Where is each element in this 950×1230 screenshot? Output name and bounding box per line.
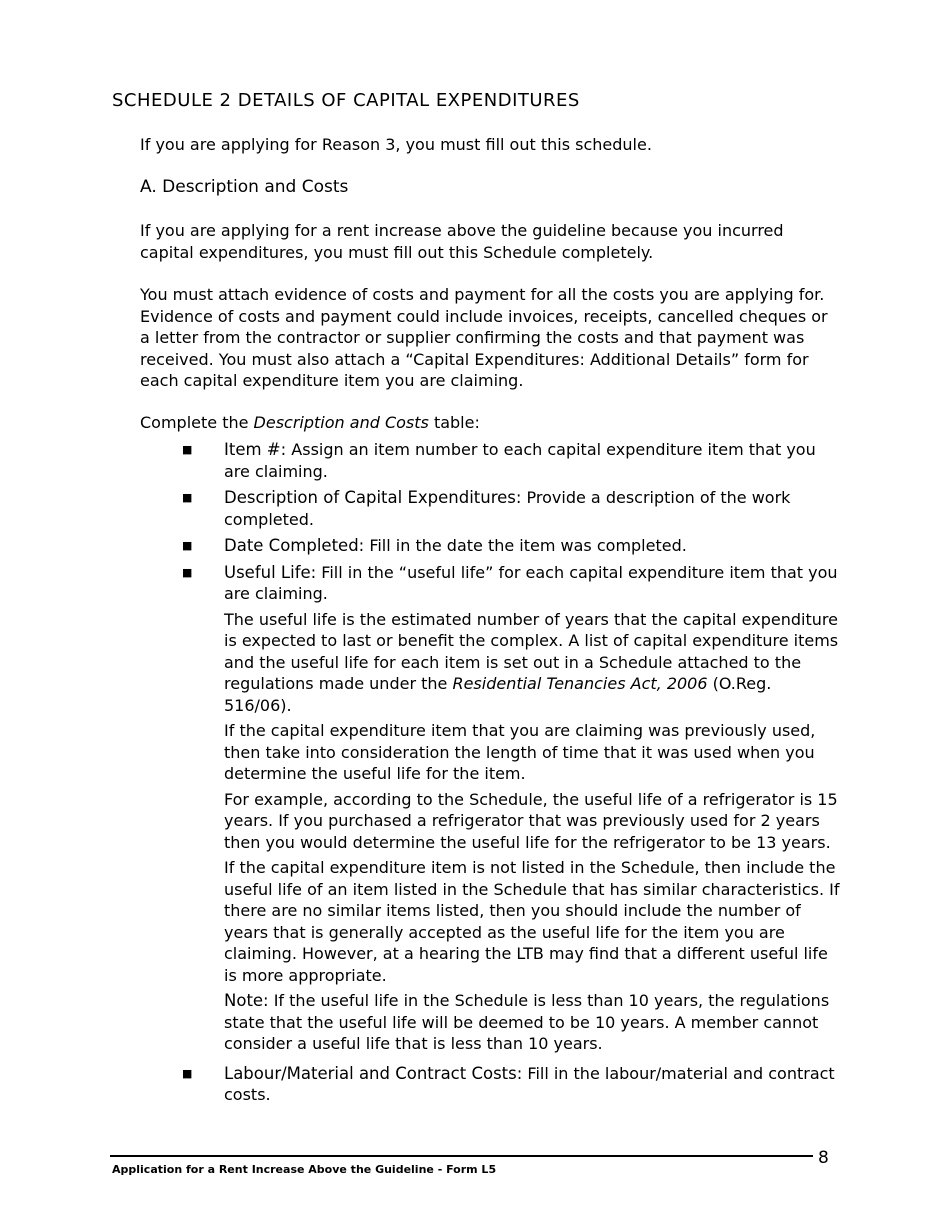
description-text: Provide a description of the work completed. (224, 488, 791, 529)
bullet-square-icon: ■ (182, 539, 193, 552)
paragraph-1: If you are applying for a rent increase above the guideline because you incurred capital expenditures, you must fill out this Schedule completely. (140, 221, 784, 262)
bullet-square-icon: ■ (182, 1066, 193, 1080)
list-item-useful-life (182, 562, 842, 1055)
complete-italic: Description and Costs (253, 413, 429, 432)
page-number: 8 (818, 1148, 829, 1168)
complete-prefix: Complete the (140, 413, 254, 432)
useful-life-label: Useful Life: (224, 562, 317, 582)
item-label: Item #: (224, 440, 287, 459)
useful-life-note (224, 990, 842, 1055)
act-name: Residential Tenancies Act, 2006 (452, 674, 708, 693)
useful-life-paragraph-3: For example, according to the Schedule, the useful life of a refrigerator is 15 years. If you purchased a refrigerator that was previously used for 2 years then you would determine the useful life for the refrigerator to be 13 years. (224, 789, 838, 852)
note-label: Note: (224, 991, 269, 1010)
bullet-square-icon: ■ (182, 565, 193, 579)
useful-life-text: Fill in the “useful life” for each capital expenditure item that you are claiming. (224, 562, 838, 603)
item-text: Assign an item number to each capital expenditure item that you are claiming. (224, 440, 816, 481)
footer-divider (110, 1155, 813, 1157)
complete-instruction (140, 412, 830, 434)
section-heading: A. Description and Costs (140, 177, 349, 197)
bullet-square-icon: ■ (182, 491, 193, 504)
list-item-item-number (182, 439, 842, 482)
schedule-title: SCHEDULE 2 DETAILS OF CAPITAL EXPENDITURES (112, 90, 580, 111)
useful-life-paragraph-2: If the capital expenditure item that you are claiming was previously used, then take into consideration the length of time that it was used when you determine the useful life for the item. (224, 721, 816, 783)
complete-suffix: table: (428, 413, 480, 432)
useful-life-p1-regulation: (O.Reg. 516/06). (224, 674, 772, 715)
footer-form-title: Application for a Rent Increase Above the Guideline - Form L5 (112, 1163, 497, 1176)
labour-text: Fill in the labour/material and contract costs. (224, 1063, 835, 1104)
list-item-date-completed (182, 535, 842, 557)
date-label: Date Completed: (224, 536, 365, 555)
note-text: If the useful life in the Schedule is less than 10 years, the regulations state that the useful life will be deemed to be 10 years. A member cannot consider a useful life that is less than 10 years. (224, 991, 830, 1053)
instruction-list (182, 439, 842, 1111)
useful-life-paragraph-4: If the capital expenditure item is not listed in the Schedule, then include the useful life of an item listed in the Schedule that has similar characteristics. If there are no similar items listed, then you should include the number of years that is generally accepted as the useful life for the item you are claiming. However, at a hearing the LTB may find that a different useful life is more appropriate. (224, 858, 840, 985)
description-label: Description of Capital Expenditures: (224, 488, 522, 507)
list-item-description (182, 487, 842, 530)
list-item-labour-costs (182, 1063, 842, 1106)
useful-life-p1-text: The useful life is the estimated number of years that the capital expenditure is expected to last or benefit the complex. A list of capital expenditure items and the useful life for each item is set out in a Schedule attached to the regulations made under the (224, 609, 839, 693)
useful-life-paragraph-1 (224, 609, 842, 717)
date-text: Fill in the date the item was completed. (364, 536, 687, 555)
labour-label: Labour/Material and Contract Costs: (224, 1063, 523, 1083)
bullet-square-icon: ■ (182, 443, 193, 456)
intro-text: If you are applying for Reason 3, you must fill out this schedule. (140, 135, 652, 154)
paragraph-2: You must attach evidence of costs and payment for all the costs you are applying for. Evidence of costs and payment could include invoices, receipts, cancelled cheques or a letter from the contractor or supplier confirming the costs and that payment was received. You must also attach a “Capital Expenditures: Additional Details” form for each capital expenditure item you are claiming. (140, 285, 828, 390)
